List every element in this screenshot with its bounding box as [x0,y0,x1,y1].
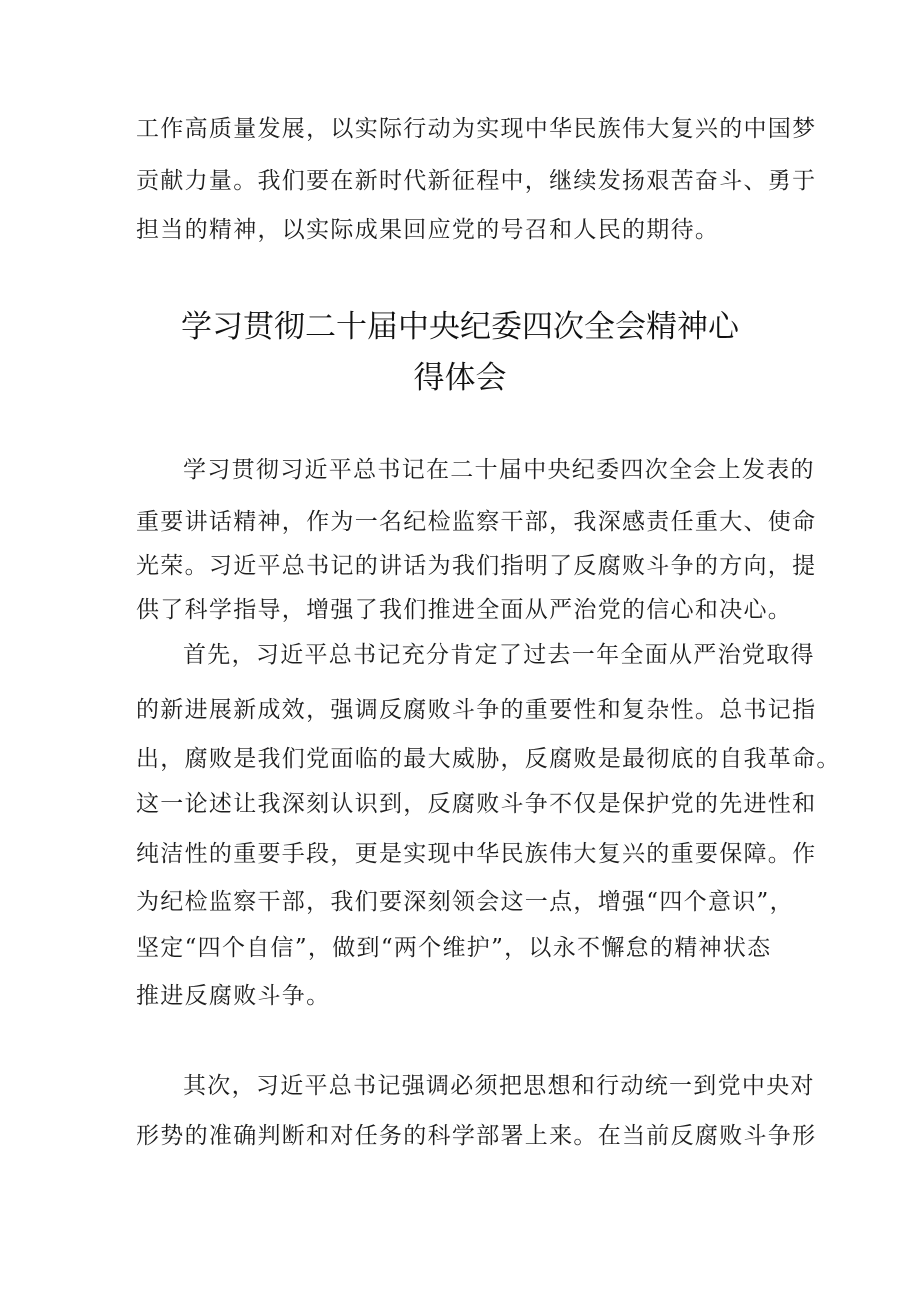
text-line: 担当的精神，以实际成果回应党的号召和人民的期待。 [136,217,720,243]
text-line: 这一论述让我深刻认识到，反腐败斗争不仅是保护党的先进性和 [136,791,817,817]
text-line: 学习贯彻习近平总书记在二十届中央纪委四次全会上发表的 [183,457,815,483]
text-line: 纯洁性的重要手段，更是实现中华民族伟大复兴的重要保障。作 [136,841,817,867]
text-line: 其次，习近平总书记强调必须把思想和行动统一到党中央对 [183,1073,815,1099]
text-line: 的新进展新成效，强调反腐败斗争的重要性和复杂性。总书记指 [136,697,817,723]
text-line: 光荣。习近平总书记的讲话为我们指明了反腐败斗争的方向，提 [136,553,817,579]
text-line: 坚定“四个自信”，做到“两个维护”，以永不懈怠的精神状态 [136,935,772,961]
text-line: 为纪检监察干部，我们要深刻领会这一点，增强“四个意识”， [136,889,794,915]
text-line: 推进反腐败斗争。 [136,983,331,1009]
title-line: 得体会 [413,360,507,396]
text-line: 重要讲话精神，作为一名纪检监察干部，我深感责任重大、使命 [136,509,817,535]
text-line: 贡献力量。我们要在新时代新征程中，继续发扬艰苦奋斗、勇于 [136,168,817,194]
text-line: 工作高质量发展，以实际行动为实现中华民族伟大复兴的中国梦 [136,116,817,142]
text-line: 形势的准确判断和对任务的科学部署上来。在当前反腐败斗争形 [136,1123,817,1149]
text-line: 供了科学指导，增强了我们推进全面从严治党的信心和决心。 [136,597,793,623]
text-line: 出，腐败是我们党面临的最大威胁，反腐败是最彻底的自我革命。 [136,746,841,772]
text-line: 首先，习近平总书记充分肯定了过去一年全面从严治党取得 [183,642,815,668]
title-line: 学习贯彻二十届中央纪委四次全会精神心 [181,309,739,345]
